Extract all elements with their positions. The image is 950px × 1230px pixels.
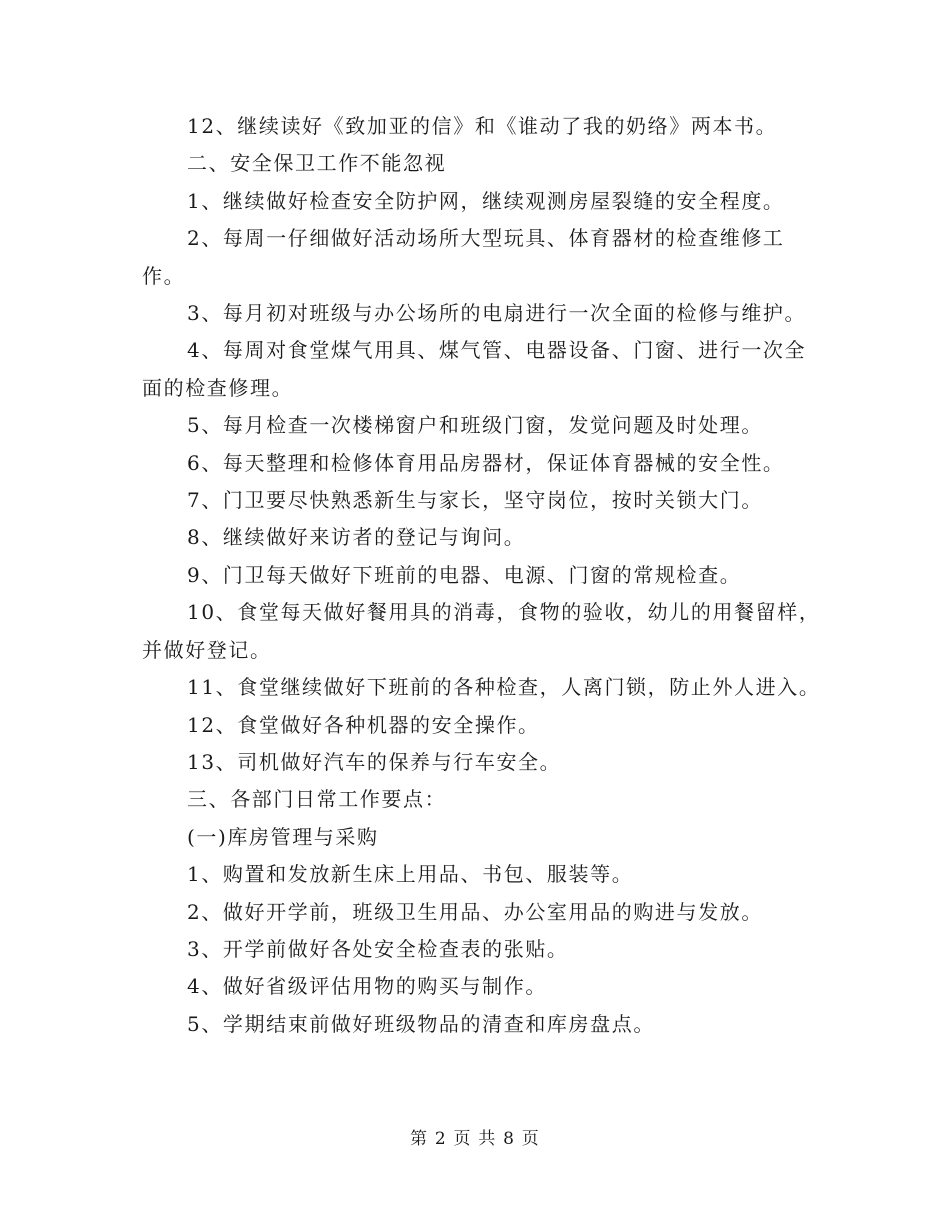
paragraph: 5、每月检查一次楼梯窗户和班级门窗，发觉问题及时处理。 [187, 413, 763, 438]
page-label-mid: 页 共 [453, 1129, 497, 1149]
paragraph: 8、继续做好来访者的登记与询问。 [187, 525, 526, 550]
paragraph: 6、每天整理和检修体育用品房器材，保证体育器械的安全性。 [187, 450, 785, 475]
section-heading: 二、安全保卫工作不能忽视 [187, 151, 447, 176]
paragraph: 2、做好开学前，班级卫生用品、办公室用品的购进与发放。 [187, 899, 763, 924]
paragraph: 4、每周对食堂煤气用具、煤气管、电器设备、门窗、进行一次全面的检查修理。 [142, 338, 807, 400]
page-footer [0, 1124, 950, 1149]
page-label-suffix: 页 [521, 1129, 540, 1149]
paragraph: 10、食堂每天做好餐用具的消毒，食物的验收，幼儿的用餐留样，并做好登记。 [142, 600, 821, 662]
page-label-prefix: 第 [410, 1129, 429, 1149]
paragraph: 13、司机做好汽车的保养与行车安全。 [187, 749, 562, 774]
paragraph: 1、继续做好检查安全防护网，继续观测房屋裂缝的安全程度。 [187, 188, 785, 213]
subsection-heading: (一)库房管理与采购 [187, 824, 379, 849]
paragraph: 12、食堂做好各种机器的安全操作。 [187, 712, 540, 737]
paragraph: 5、学期结束前做好班级物品的清查和库房盘点。 [187, 1011, 655, 1036]
current-page-number: 2 [434, 1129, 447, 1149]
document-body [142, 108, 822, 1043]
paragraph: 3、每月初对班级与办公场所的电扇进行一次全面的检修与维护。 [187, 301, 807, 326]
total-pages-number: 8 [503, 1129, 516, 1149]
paragraph: 7、门卫要尽快熟悉新生与家长，坚守岗位，按时关锁大门。 [187, 488, 763, 513]
paragraph: 4、做好省级评估用物的购买与制作。 [187, 974, 547, 999]
paragraph: 3、开学前做好各处安全检查表的张贴。 [187, 936, 569, 961]
paragraph: 9、门卫每天做好下班前的电器、电源、门窗的常规检查。 [187, 562, 742, 587]
paragraph: 11、食堂继续做好下班前的各种检查，人离门锁，防止外人进入。 [187, 675, 821, 700]
paragraph: 1、购置和发放新生床上用品、书包、服装等。 [187, 862, 634, 887]
paragraph: 12、继续读好《致加亚的信》和《谁动了我的奶络》两本书。 [187, 114, 778, 138]
section-heading: 三、各部门日常工作要点： [187, 787, 447, 812]
paragraph: 2、每周一仔细做好活动场所大型玩具、体育器材的检查维修工作。 [142, 226, 785, 288]
